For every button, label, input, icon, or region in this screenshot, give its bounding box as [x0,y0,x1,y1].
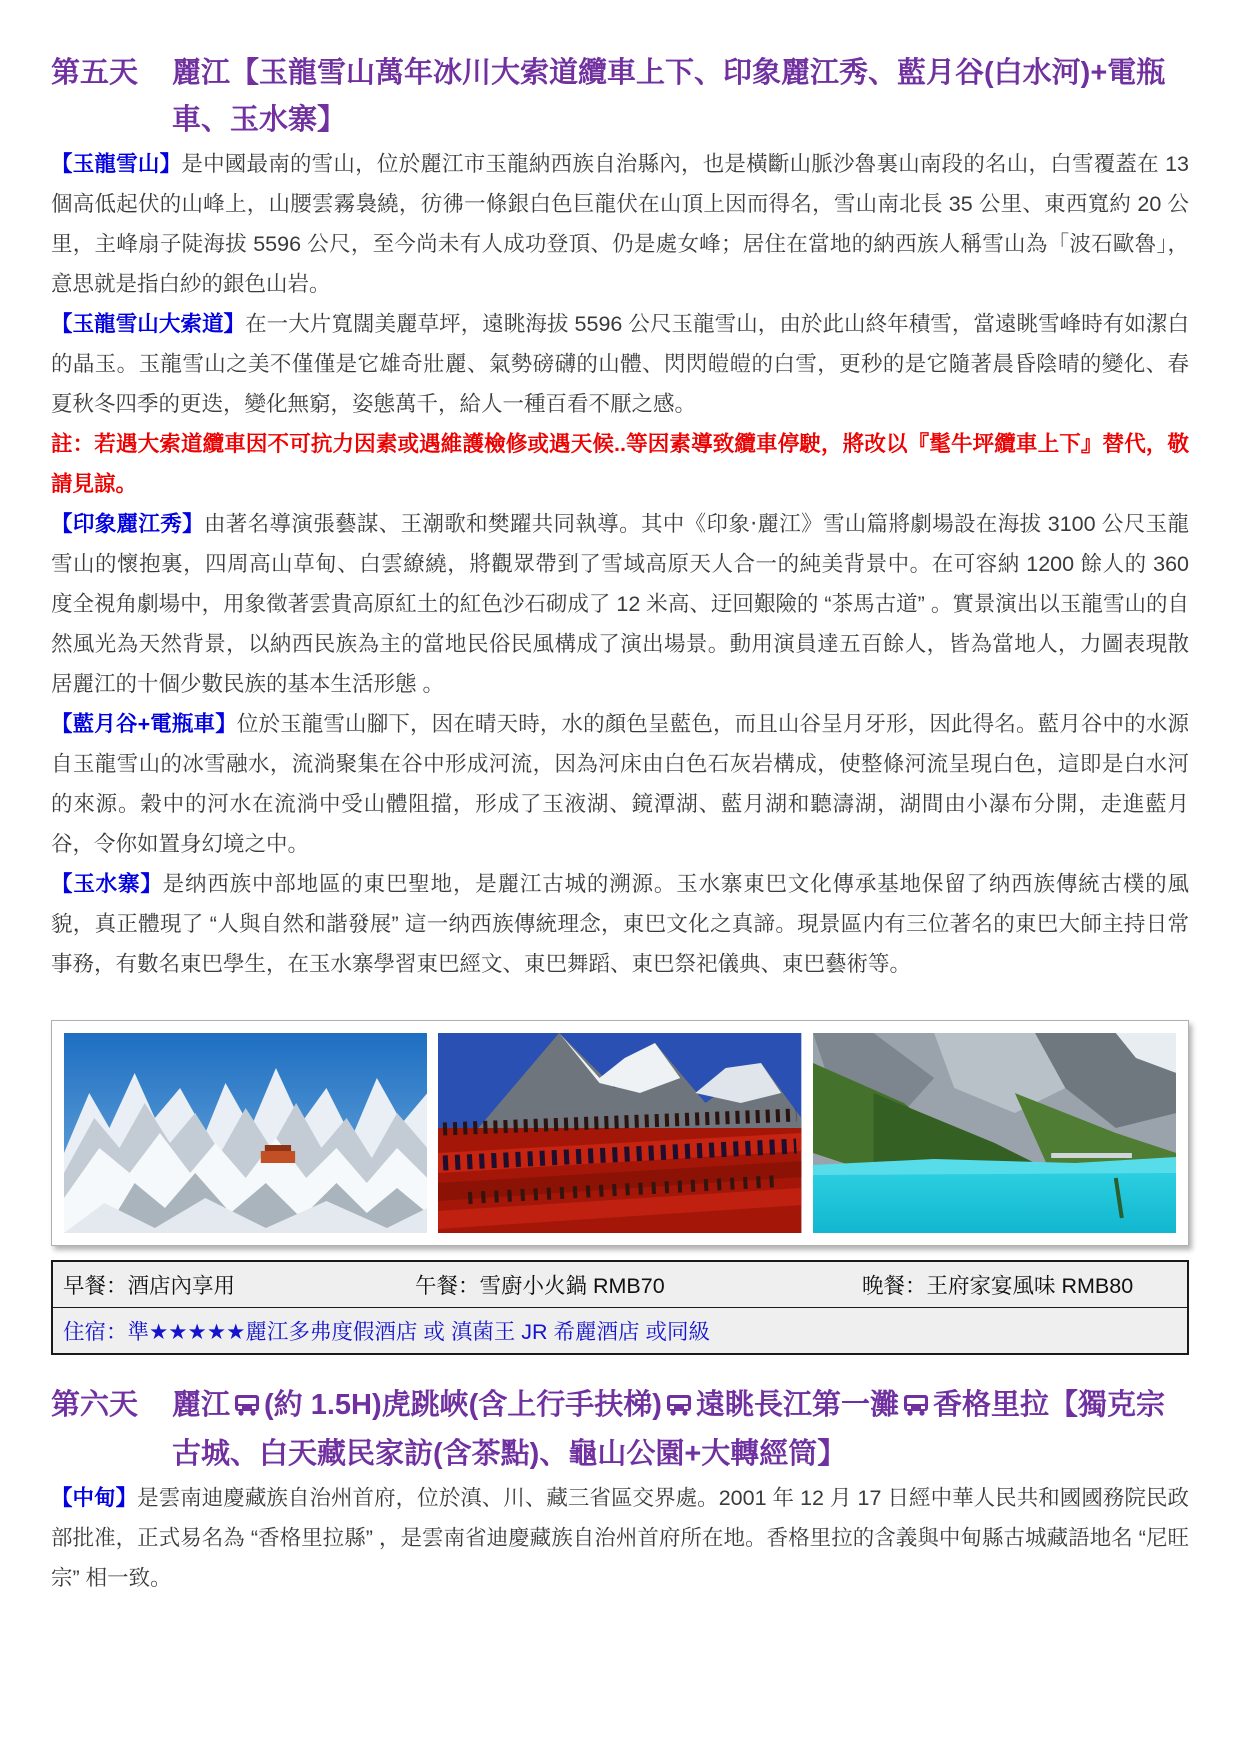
paragraph-text: 是雲南迪慶藏族自治州首府，位於滇、川、藏三省區交界處。2001 年 12 月 17 日經中華人民共和國國務院民政部批准，正式易名為 “香格里拉縣” ，是雲南省迪慶藏族自治州首府所在地。香格里拉的含義與中甸縣古城藏語地名 “尼旺宗” 相一致。 [51,1486,1189,1590]
tag-blue-moon-valley: 【藍月谷+電瓶車】 [51,712,237,736]
day6-title-seg2: (約 1.5H)虎跳峽(含上行手扶梯) [264,1389,662,1421]
paragraph-yushui-village [51,864,1189,984]
cableway-note: 註：若遇大索道纜車因不可抗力因素或遇維護檢修或遇天候..等因素導致纜車停駛，將改以『髦牛坪纜車上下』替代，敬請見諒。 [51,432,1189,496]
day6-title-seg3: 遠眺長江第一灘 [695,1389,899,1421]
day6-heading [51,1382,1189,1478]
tag-yulong-snow-mountain: 【玉龍雪山】 [51,152,182,176]
paragraph-text: 位於玉龍雪山腳下，因在晴天時，水的顏色呈藍色，而且山谷呈月牙形，因此得名。藍月谷中的水源自玉龍雪山的冰雪融水，流淌聚集在谷中形成河流，因為河床由白色石灰岩構成，使整條河流呈現白色，這即是白水河的來源。穀中的河水在流淌中受山體阻擋，形成了玉液湖、鏡潭湖、藍月湖和聽濤湖，湖間由小瀑布分開，走進藍月谷，令你如置身幻境之中。 [51,712,1189,856]
day6-label: 第六天 [51,1389,139,1421]
tag-yushui-village: 【玉水寨】 [51,872,163,896]
paragraph-text: 在一大片寬闊美麗草坪，遠眺海拔 5596 公尺玉龍雪山，由於此山終年積雪，當遠眺雪峰時有如潔白的晶玉。玉龍雪山之美不僅僅是它雄奇壯麗、氣勢磅礴的山體、閃閃皚皚的白雪，更秒的是它隨著晨昏陰晴的變化、春夏秋冬四季的更迭，變化無窮，姿態萬千，給人一種百看不厭之感。 [51,312,1189,416]
day5-heading [51,50,1189,144]
tag-zhongdian: 【中甸】 [51,1486,138,1510]
lunch-cell: 午餐：雪廚小火鍋 RMB70 [415,1274,665,1298]
paragraph-zhongdian [51,1478,1189,1598]
breakfast-cell: 早餐：酒店內享用 [63,1274,236,1298]
bus-icon [903,1384,929,1431]
blue-moon-valley-lake-photo [813,1033,1176,1233]
paragraph-text: 由著名導演張藝謀、王潮歌和樊躍共同執導。其中《印象‧麗江》雪山篇將劇場設在海拔 3100 公尺玉龍雪山的懷抱裏，四周高山草甸、白雲繚繞，將觀眾帶到了雪域高原天人合一的純美背景中。在可容納 1200 餘人的 360 度全視角劇場中，用象徵著雲貴高原紅土的紅色沙石砌成了 12 米高、迂回艱險的 “茶馬古道” 。實景演出以玉龍雪山的自然風光為天然背景，以納西民族為主的當地民俗民風構成了演出場景。動用演員達五百餘人，皆為當地人，力圖表現散居麗江的十個少數民族的基本生活形態 。 [51,512,1189,696]
itinerary-page [51,0,1189,1598]
impression-lijiang-show-photo [438,1033,801,1233]
photo-strip [51,1020,1189,1246]
paragraph-impression-lijiang [51,504,1189,704]
paragraph-text: 是中國最南的雪山，位於麗江市玉龍納西族自治縣內，也是橫斷山脈沙魯裏山南段的名山，白雪覆蓋在 13 個高低起伏的山峰上，山腰雲霧裊繞，彷彿一條銀白色巨龍伏在山頂上因而得名，雪山南北長 35 公里、東西寬約 20 公里，主峰扇子陡海拔 5596 公尺，至今尚未有人成功登頂、仍是處女峰；居住在當地的納西族人稱雪山為「波石歐魯」，意思就是指白紗的銀色山岩。 [51,152,1189,296]
day5-label: 第五天 [51,57,139,89]
meals-table [51,1260,1189,1355]
bus-icon [666,1384,692,1431]
tag-impression-lijiang: 【印象麗江秀】 [51,512,204,536]
impression-show-illustration [438,1033,801,1233]
paragraph-blue-moon-valley [51,704,1189,864]
dinner-cell: 晚餐：王府家宴風味 RMB80 [862,1274,1134,1298]
jade-dragon-snow-mountain-photo [64,1033,427,1233]
day6-title-seg4: 香格里拉【獨克宗古城、白天藏民家訪(含茶點)、龜山公園+大轉經筒】 [172,1389,1165,1470]
hotel-row: 住宿：準★★★★★麗江多弗度假酒店 或 滇菌王 JR 希麗酒店 或同級 [53,1307,1187,1353]
day6-title-seg1: 麗江 [172,1389,231,1421]
day6-title [172,1382,1189,1478]
meals-row [53,1262,1187,1307]
tag-big-cableway: 【玉龍雪山大索道】 [51,312,246,336]
paragraph-big-cableway [51,304,1189,424]
day5-title: 麗江【玉龍雪山萬年冰川大索道纜車上下、印象麗江秀、藍月谷(白水河)+電瓶車、玉水寨】 [172,57,1166,136]
paragraph-text: 是纳西族中部地區的東巴聖地，是麗江古城的溯源。玉水寨東巴文化傳承基地保留了纳西族傳統古樸的風貌，真正體現了 “人與自然和諧發展” 這一纳西族傳統理念，東巴文化之真諦。現景區内有三位著名的東巴大師主持日常事務，有數名東巴學生，在玉水寨學習東巴經文、東巴舞蹈、東巴祭祀儀典、東巴藝術等。 [51,872,1189,976]
paragraph-yulong-snow-mountain [51,144,1189,304]
bus-icon [234,1384,260,1431]
snow-mountain-illustration [64,1033,427,1233]
blue-moon-valley-illustration [813,1033,1176,1233]
